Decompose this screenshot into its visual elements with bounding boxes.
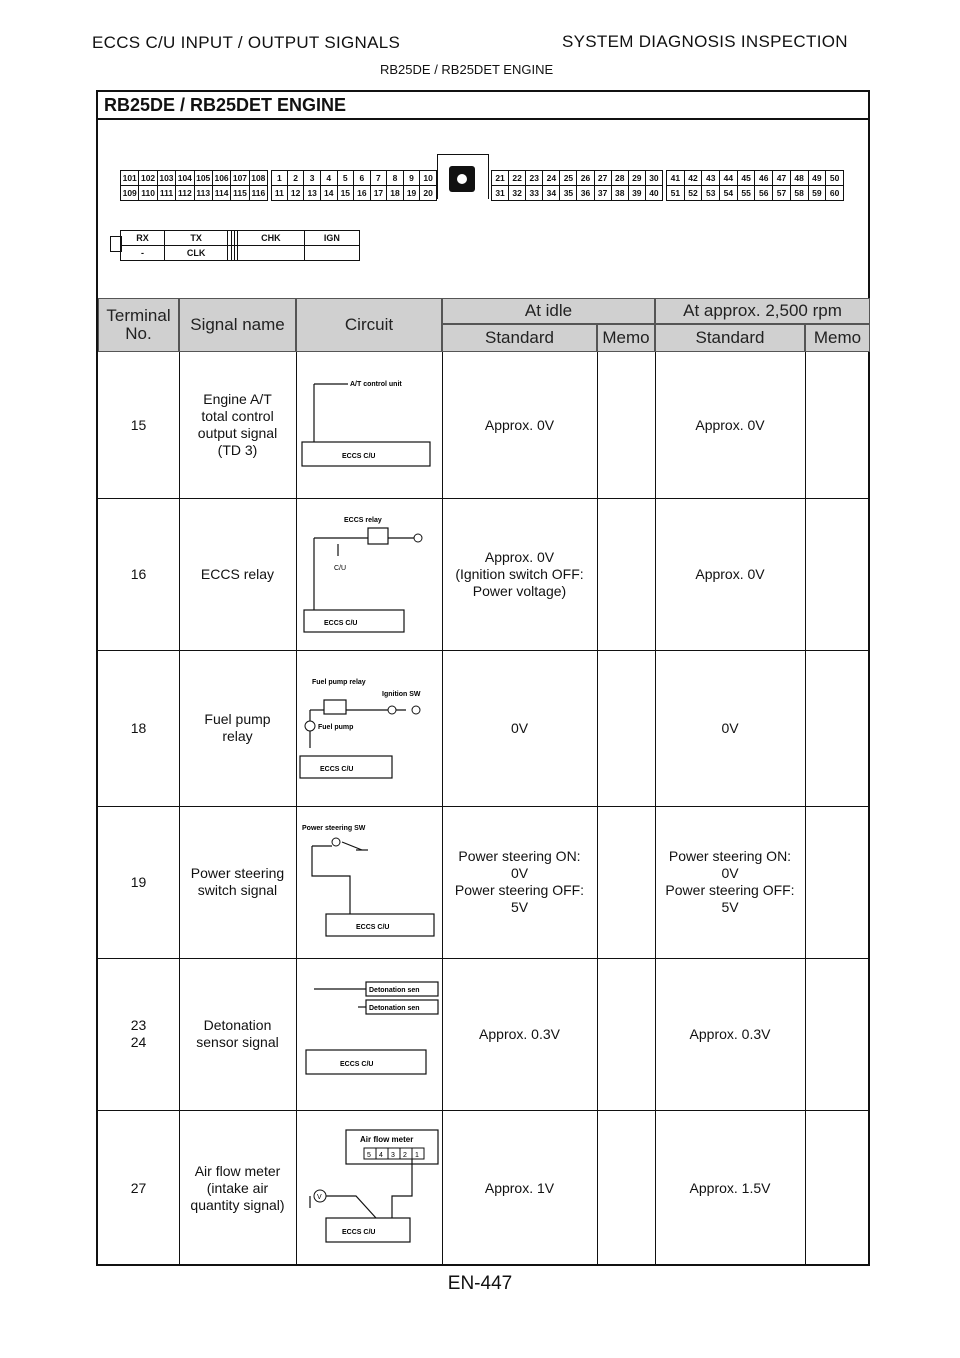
connector-pin: 57 [773, 186, 791, 201]
connector-pin: CHK [238, 231, 305, 246]
header-subtitle: RB25DE / RB25DET ENGINE [380, 62, 554, 77]
connector-pin: 4 [320, 171, 337, 186]
connector-pin: 6 [354, 171, 371, 186]
label-fuel-pump: Fuel pump [318, 724, 354, 731]
connector-pin: 8 [387, 171, 404, 186]
connector-pin: 114 [212, 186, 230, 201]
connector-pin: 3 [304, 171, 321, 186]
idle-standard: Approx. 0.3V [479, 1025, 560, 1042]
connector-block-1-20 [271, 170, 437, 201]
terminal-no: 16 [130, 565, 147, 582]
pin-1: 1 [415, 1152, 419, 1159]
connector-pin: 24 [543, 171, 560, 186]
connector-check-block [120, 230, 360, 261]
connector-pin: 112 [176, 186, 194, 201]
connector-pin: 34 [543, 186, 560, 201]
circuit-diagram-eccs-relay [296, 498, 442, 650]
label-cu: C/U [334, 565, 347, 572]
connector-pin: 9 [403, 171, 420, 186]
connector-pin: 105 [194, 171, 212, 186]
connector-pin: 52 [684, 186, 702, 201]
connector-pin: 45 [737, 171, 755, 186]
connector-pin: 20 [420, 186, 437, 201]
connector-pin [238, 246, 305, 261]
connector-pin: 31 [492, 186, 509, 201]
frame-title: RB25DE / RB25DET ENGINE [96, 90, 870, 120]
connector-pin: 101 [121, 171, 139, 186]
connector-pin: 17 [370, 186, 387, 201]
connector-pin: 32 [509, 186, 526, 201]
connector-pin: 29 [628, 171, 645, 186]
connector-pin: 1 [272, 171, 288, 186]
connector-pin: 102 [139, 171, 157, 186]
label-voltmeter: V [317, 1194, 322, 1201]
circuit-diagram-air-flow-meter [296, 1110, 442, 1266]
label-eccs-cu: ECCS C/U [320, 766, 354, 773]
terminal-no: 23 24 [130, 1017, 147, 1050]
table-row [98, 806, 870, 958]
rpm-standard: Approx. 1.5V [689, 1179, 771, 1196]
header-left-title: ECCS C/U INPUT / OUTPUT SIGNALS [92, 33, 401, 52]
header-at-2500rpm: At approx. 2,500 rpm [655, 298, 870, 324]
label-eccs-cu: ECCS C/U [324, 620, 358, 627]
connector-pin: 33 [526, 186, 543, 201]
label-detonation-sensor-1: Detonation sen [369, 987, 420, 994]
table-row [98, 650, 870, 806]
connector-pin: TX [164, 231, 227, 246]
table-row [98, 958, 870, 1110]
connector-pin: 51 [667, 186, 685, 201]
connector-block-101-116 [120, 170, 268, 201]
idle-standard: Power steering ON: 0V Power steering OFF: 5V [454, 848, 585, 915]
label-eccs-cu: ECCS C/U [342, 453, 376, 460]
signal-name: Air flow meter (intake air quantity signal) [190, 1162, 285, 1213]
connector-pin: 47 [773, 171, 791, 186]
connector-pin: 55 [737, 186, 755, 201]
label-ignition-sw: Ignition SW [382, 691, 421, 698]
rpm-standard: 0V [721, 719, 739, 736]
connector-pin: 7 [370, 171, 387, 186]
connector-pin: 14 [320, 186, 337, 201]
connector-pin: 116 [249, 186, 267, 201]
page-number: EN-447 [447, 1273, 513, 1294]
connector-pin: 12 [287, 186, 304, 201]
rpm-standard: Approx. 0V [695, 565, 765, 582]
pin-2: 2 [403, 1152, 407, 1159]
connector-pin [304, 246, 359, 261]
label-air-flow-meter: Air flow meter [360, 1135, 414, 1144]
connector-pin: 40 [645, 186, 662, 201]
connector-pin: 49 [808, 171, 826, 186]
connector-lock-icon [449, 166, 475, 192]
connector-pin: 37 [594, 186, 611, 201]
connector-block-41-60 [666, 170, 844, 201]
connector-pin: 10 [420, 171, 437, 186]
idle-standard: 0V [510, 719, 529, 736]
connector-pin: 108 [249, 171, 267, 186]
terminal-no: 15 [130, 416, 147, 433]
connector-pin: 39 [628, 186, 645, 201]
connector-pin: 36 [577, 186, 594, 201]
header-right-title: SYSTEM DIAGNOSIS INSPECTION [562, 32, 848, 51]
label-fuel-pump-relay: Fuel pump relay [312, 679, 366, 686]
connector-pin: 26 [577, 171, 594, 186]
connector-pin: 25 [560, 171, 577, 186]
header-signal-name: Signal name [179, 298, 296, 352]
circuit-diagram-fuel-pump-relay [296, 650, 442, 806]
idle-standard: Approx. 0V [484, 416, 555, 433]
connector-pin: 53 [702, 186, 720, 201]
rpm-standard: Approx. 0V [695, 416, 765, 433]
connector-pin: RX [121, 231, 165, 246]
table-row [98, 1110, 870, 1266]
terminal-no: 27 [130, 1179, 147, 1196]
connector-pin: 110 [139, 186, 157, 201]
connector-pin: 30 [645, 171, 662, 186]
connector-pin: 60 [826, 186, 844, 201]
label-at-control-unit: A/T control unit [350, 381, 402, 388]
connector-pin: 5 [337, 171, 354, 186]
idle-standard: Approx. 1V [484, 1179, 555, 1196]
header-circuit: Circuit [296, 298, 442, 352]
connector-pin: 107 [231, 171, 249, 186]
label-eccs-cu: ECCS C/U [356, 924, 390, 931]
signal-name: ECCS relay [200, 565, 275, 582]
header-rpm-memo: Memo [805, 324, 870, 352]
connector-pin: 15 [337, 186, 354, 201]
connector-pin: 28 [611, 171, 628, 186]
connector-pin: 41 [667, 171, 685, 186]
connector-pin: 35 [560, 186, 577, 201]
circuit-diagram-power-steering [296, 806, 442, 958]
connector-pin: 56 [755, 186, 773, 201]
label-eccs-cu: ECCS C/U [342, 1229, 376, 1236]
idle-standard: Approx. 0V (Ignition switch OFF: Power voltage) [455, 548, 584, 599]
connector-pin: 46 [755, 171, 773, 186]
connector-pin: 22 [509, 171, 526, 186]
connector-pin: 54 [720, 186, 738, 201]
connector-pin: 13 [304, 186, 321, 201]
header-idle-memo: Memo [597, 324, 655, 352]
pin-5: 5 [367, 1152, 371, 1159]
table-row [98, 498, 870, 650]
connector-pin: 103 [157, 171, 175, 186]
connector-pin: 115 [231, 186, 249, 201]
connector-pin: 111 [157, 186, 175, 201]
pin-3: 3 [391, 1152, 395, 1159]
connector-pin: 50 [826, 171, 844, 186]
connector-pin: 106 [212, 171, 230, 186]
connector-pin: 113 [194, 186, 212, 201]
connector-pin: 58 [790, 186, 808, 201]
connector-pin: 11 [272, 186, 288, 201]
rpm-standard: Approx. 0.3V [689, 1025, 771, 1042]
signal-name: Detonation sensor signal [196, 1017, 279, 1050]
connector-pin: 48 [790, 171, 808, 186]
connector-pin: 19 [403, 186, 420, 201]
rpm-standard: Power steering ON: 0V Power steering OFF: 5V [665, 848, 795, 915]
pin-4: 4 [379, 1152, 383, 1159]
label-eccs-relay: ECCS relay [344, 517, 382, 524]
connector-pin: 16 [354, 186, 371, 201]
label-eccs-cu: ECCS C/U [340, 1061, 374, 1068]
connector-pin: 2 [287, 171, 304, 186]
connector-pin: 109 [121, 186, 139, 201]
terminal-no: 18 [130, 719, 147, 736]
connector-pin: IGN [304, 231, 359, 246]
connector-pin: 38 [611, 186, 628, 201]
connector-pin: 44 [720, 171, 738, 186]
label-power-steering-sw: Power steering SW [302, 825, 366, 832]
circuit-diagram-detonation-sensor [296, 958, 442, 1110]
connector-pin: 18 [387, 186, 404, 201]
header-idle-standard: Standard [442, 324, 597, 352]
connector-pin: 23 [526, 171, 543, 186]
connector-pin: 43 [702, 171, 720, 186]
label-detonation-sensor-2: Detonation sen [369, 1005, 420, 1012]
signal-name: Engine A/T total control output signal (TD 3) [197, 391, 278, 458]
connector-pin: 104 [176, 171, 194, 186]
connector-pin: 59 [808, 186, 826, 201]
connector-pin: 42 [684, 171, 702, 186]
header-at-idle: At idle [442, 298, 655, 324]
circuit-diagram-at-control [296, 352, 442, 498]
header-rpm-standard: Standard [655, 324, 805, 352]
connector-pin: 21 [492, 171, 509, 186]
signal-name: Power steering switch signal [190, 865, 285, 898]
header-terminal-no: Terminal No. [98, 298, 179, 352]
table-row [98, 352, 870, 498]
terminal-no: 19 [130, 873, 147, 890]
connector-pin: - [121, 246, 165, 261]
connector-block-21-40 [491, 170, 663, 201]
connector-pin: CLK [164, 246, 227, 261]
signal-name: Fuel pump relay [204, 711, 271, 744]
connector-pin: 27 [594, 171, 611, 186]
